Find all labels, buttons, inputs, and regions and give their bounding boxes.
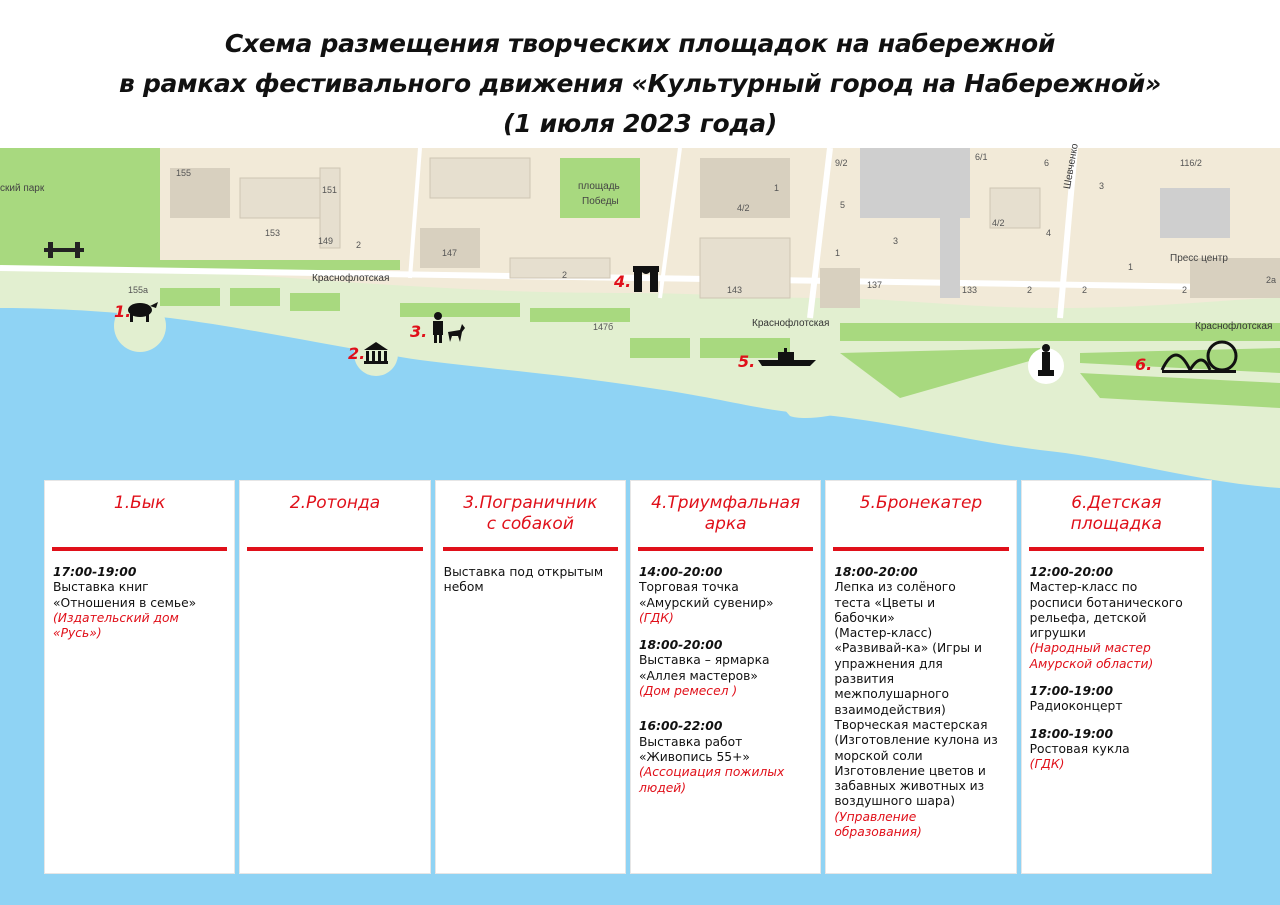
event-text: развития — [834, 672, 894, 687]
square-label-2: Победы — [582, 196, 619, 207]
event-entry — [639, 565, 812, 626]
venue-title-line: арка — [704, 514, 747, 534]
event-text: воздушного шара) — [834, 794, 956, 809]
venue-card-armored-boat — [825, 480, 1016, 874]
event-entry — [53, 565, 226, 641]
house-number: 153 — [265, 228, 281, 238]
venue-title-line: 6.Детская — [1071, 493, 1162, 513]
event-time: 17:00-19:00 — [1029, 684, 1114, 699]
street-label-1: Краснофлотская — [312, 273, 390, 284]
event-organizer: (Издательский дом — [53, 610, 179, 625]
venue-title: 2.Ротонда — [289, 493, 381, 513]
event-text: бабочки» — [834, 610, 895, 625]
event-text: морской соли — [834, 748, 923, 763]
site-3-marker[interactable]: 3. — [410, 322, 428, 341]
event-text: Изготовление цветов и — [834, 763, 986, 778]
street-label-3: Краснофлотская — [1195, 321, 1273, 332]
event-organizer: образования) — [834, 825, 922, 840]
house-number: 1 — [774, 183, 780, 193]
event-time: 17:00-19:00 — [53, 565, 137, 579]
event-organizer: людей) — [638, 780, 687, 795]
event-text: небом — [443, 580, 484, 595]
venue-card-playground — [1021, 480, 1212, 874]
press-center-label: Пресс центр — [1170, 253, 1228, 264]
event-text: Лепка из солёного — [834, 580, 956, 595]
house-number: 143 — [727, 285, 743, 295]
divider — [833, 547, 1008, 551]
event-text: Выставка – ярмарка — [638, 653, 770, 668]
page-title-line-1: Схема размещения творческих площадок на набережной — [224, 29, 1056, 58]
venue-card-header — [248, 489, 421, 547]
divider — [443, 547, 618, 551]
house-number: 5 — [840, 200, 846, 210]
event-organizer: (ГДК) — [1029, 757, 1065, 772]
house-number: 116/2 — [1180, 158, 1202, 168]
event-text: Выставка книг — [53, 580, 149, 595]
event-text: упражнения для — [834, 656, 943, 671]
event-entry — [1030, 565, 1203, 672]
event-text: межполушарного — [834, 687, 950, 702]
event-time: 14:00-20:00 — [638, 565, 723, 579]
house-number: 2 — [356, 240, 362, 250]
divider — [52, 547, 227, 551]
event-entry — [1030, 727, 1203, 773]
event-text: Ростовая кукла — [1029, 741, 1130, 756]
venue-title — [1071, 489, 1162, 535]
event-time: 12:00-20:00 — [1029, 565, 1114, 579]
event-text: теста «Цветы и — [834, 595, 936, 610]
venue-title-line: с собакой — [486, 514, 574, 534]
venue-title-line: 4.Триумфальная — [651, 493, 801, 513]
venue-card-triumphal-arch — [630, 480, 821, 874]
venue-card-header — [444, 489, 617, 547]
event-time: 18:00-20:00 — [834, 565, 918, 579]
house-number: 133 — [962, 285, 978, 295]
venue-card-header — [1030, 489, 1203, 547]
house-number: 2 — [1082, 285, 1088, 295]
venue-card-bull — [44, 480, 235, 874]
house-number: 1 — [1128, 262, 1134, 272]
event-text: (Мастер-класс) — [834, 626, 933, 641]
venue-card-border-guard — [435, 480, 626, 874]
event-text: «Живопись 55+» — [638, 749, 750, 764]
house-number: 147 — [442, 248, 458, 258]
venue-card-header — [53, 489, 226, 547]
house-number: 155а — [128, 285, 149, 295]
divider — [638, 547, 813, 551]
event-organizer: (Управление — [834, 809, 917, 824]
park-label: ский парк — [0, 183, 45, 194]
house-number: 2 — [1027, 285, 1033, 295]
page-title-line-2: в рамках фестивального движения «Культурный город на Набережной» — [119, 69, 1161, 98]
event-organizer: (Дом ремесел ) — [638, 684, 738, 699]
event-organizer: (Ассоциация пожилых — [638, 765, 785, 780]
house-number: 6/1 — [975, 152, 988, 162]
event-time: 16:00-22:00 — [638, 719, 723, 734]
divider — [247, 547, 422, 551]
event-text: «Отношения в семье» — [53, 595, 197, 610]
house-number: 4/2 — [992, 218, 1005, 228]
site-5-marker[interactable]: 5. — [738, 352, 756, 371]
site-4-marker[interactable]: 4. — [614, 272, 632, 291]
event-text: забавных животных из — [834, 779, 985, 794]
venue-card-header — [639, 489, 812, 547]
event-text: «Аллея мастеров» — [638, 668, 758, 683]
house-number: 4/2 — [737, 203, 750, 213]
event-organizer: (ГДК) — [638, 610, 674, 625]
square-label-1: площадь — [578, 181, 620, 192]
divider — [1029, 547, 1204, 551]
event-text: «Развивай-ка» (Игры и — [834, 641, 983, 656]
street-label-shevchenko: Шевченко — [1062, 142, 1081, 190]
event-time: 18:00-19:00 — [1029, 726, 1114, 741]
event-entry — [1030, 684, 1203, 715]
venue-card-rotunda — [239, 480, 430, 874]
site-2-marker[interactable]: 2. — [348, 344, 366, 363]
event-organizer: (Народный мастер — [1029, 641, 1151, 656]
venue-title: 1.Бык — [113, 493, 166, 513]
event-text: (Изготовление кулона из — [834, 733, 998, 748]
page-title-line-3: (1 июля 2023 года) — [502, 109, 778, 138]
house-number: 4 — [1046, 228, 1052, 238]
event-entry — [639, 638, 812, 699]
event-text: игрушки — [1029, 626, 1086, 641]
house-number: 6 — [1044, 158, 1050, 168]
event-entry — [639, 719, 812, 795]
event-entry — [834, 565, 1007, 840]
event-text: Торговая точка — [638, 580, 739, 595]
event-text: росписи ботанического — [1029, 595, 1183, 610]
house-number: 147б — [593, 322, 614, 332]
event-text: Радиоконцерт — [1029, 699, 1123, 714]
event-organizer: Амурской области) — [1029, 656, 1154, 671]
event-text: взаимодействия) — [834, 702, 946, 717]
house-number: 3 — [1099, 181, 1105, 191]
venue-card-header — [834, 489, 1007, 547]
house-number: 3 — [893, 236, 899, 246]
house-number: 2 — [562, 270, 568, 280]
venue-title — [651, 489, 800, 535]
event-text: «Амурский сувенир» — [638, 595, 774, 610]
house-number: 149 — [318, 236, 334, 246]
event-text: Выставка работ — [638, 734, 743, 749]
site-6-marker[interactable]: 6. — [1135, 355, 1153, 374]
venue-cards — [44, 480, 1212, 874]
house-number: 1 — [835, 248, 841, 258]
house-number: 151 — [322, 185, 338, 195]
house-number: 155 — [176, 168, 192, 178]
venue-title-line: площадка — [1070, 514, 1162, 534]
header — [0, 0, 1280, 148]
site-1-marker[interactable]: 1. — [114, 302, 132, 321]
event-text: Выставка под открытым — [443, 565, 604, 579]
venue-title: 5.Бронекатер — [859, 493, 983, 513]
venue-title — [463, 489, 597, 535]
event-text: Мастер-класс по — [1029, 580, 1138, 595]
house-number: 9/2 — [835, 158, 848, 168]
house-number: 2 — [1182, 285, 1188, 295]
venue-title-line: 3.Пограничник — [463, 493, 598, 513]
event-time: 18:00-20:00 — [638, 638, 723, 653]
event-organizer: «Русь») — [53, 626, 102, 641]
house-number: 2а — [1266, 275, 1277, 285]
event-text: Творческая мастерская — [834, 717, 988, 732]
house-number: 137 — [867, 280, 883, 290]
event-entry — [444, 565, 617, 596]
event-text: рельефа, детской — [1029, 610, 1147, 625]
street-label-2: Краснофлотская — [752, 318, 830, 329]
